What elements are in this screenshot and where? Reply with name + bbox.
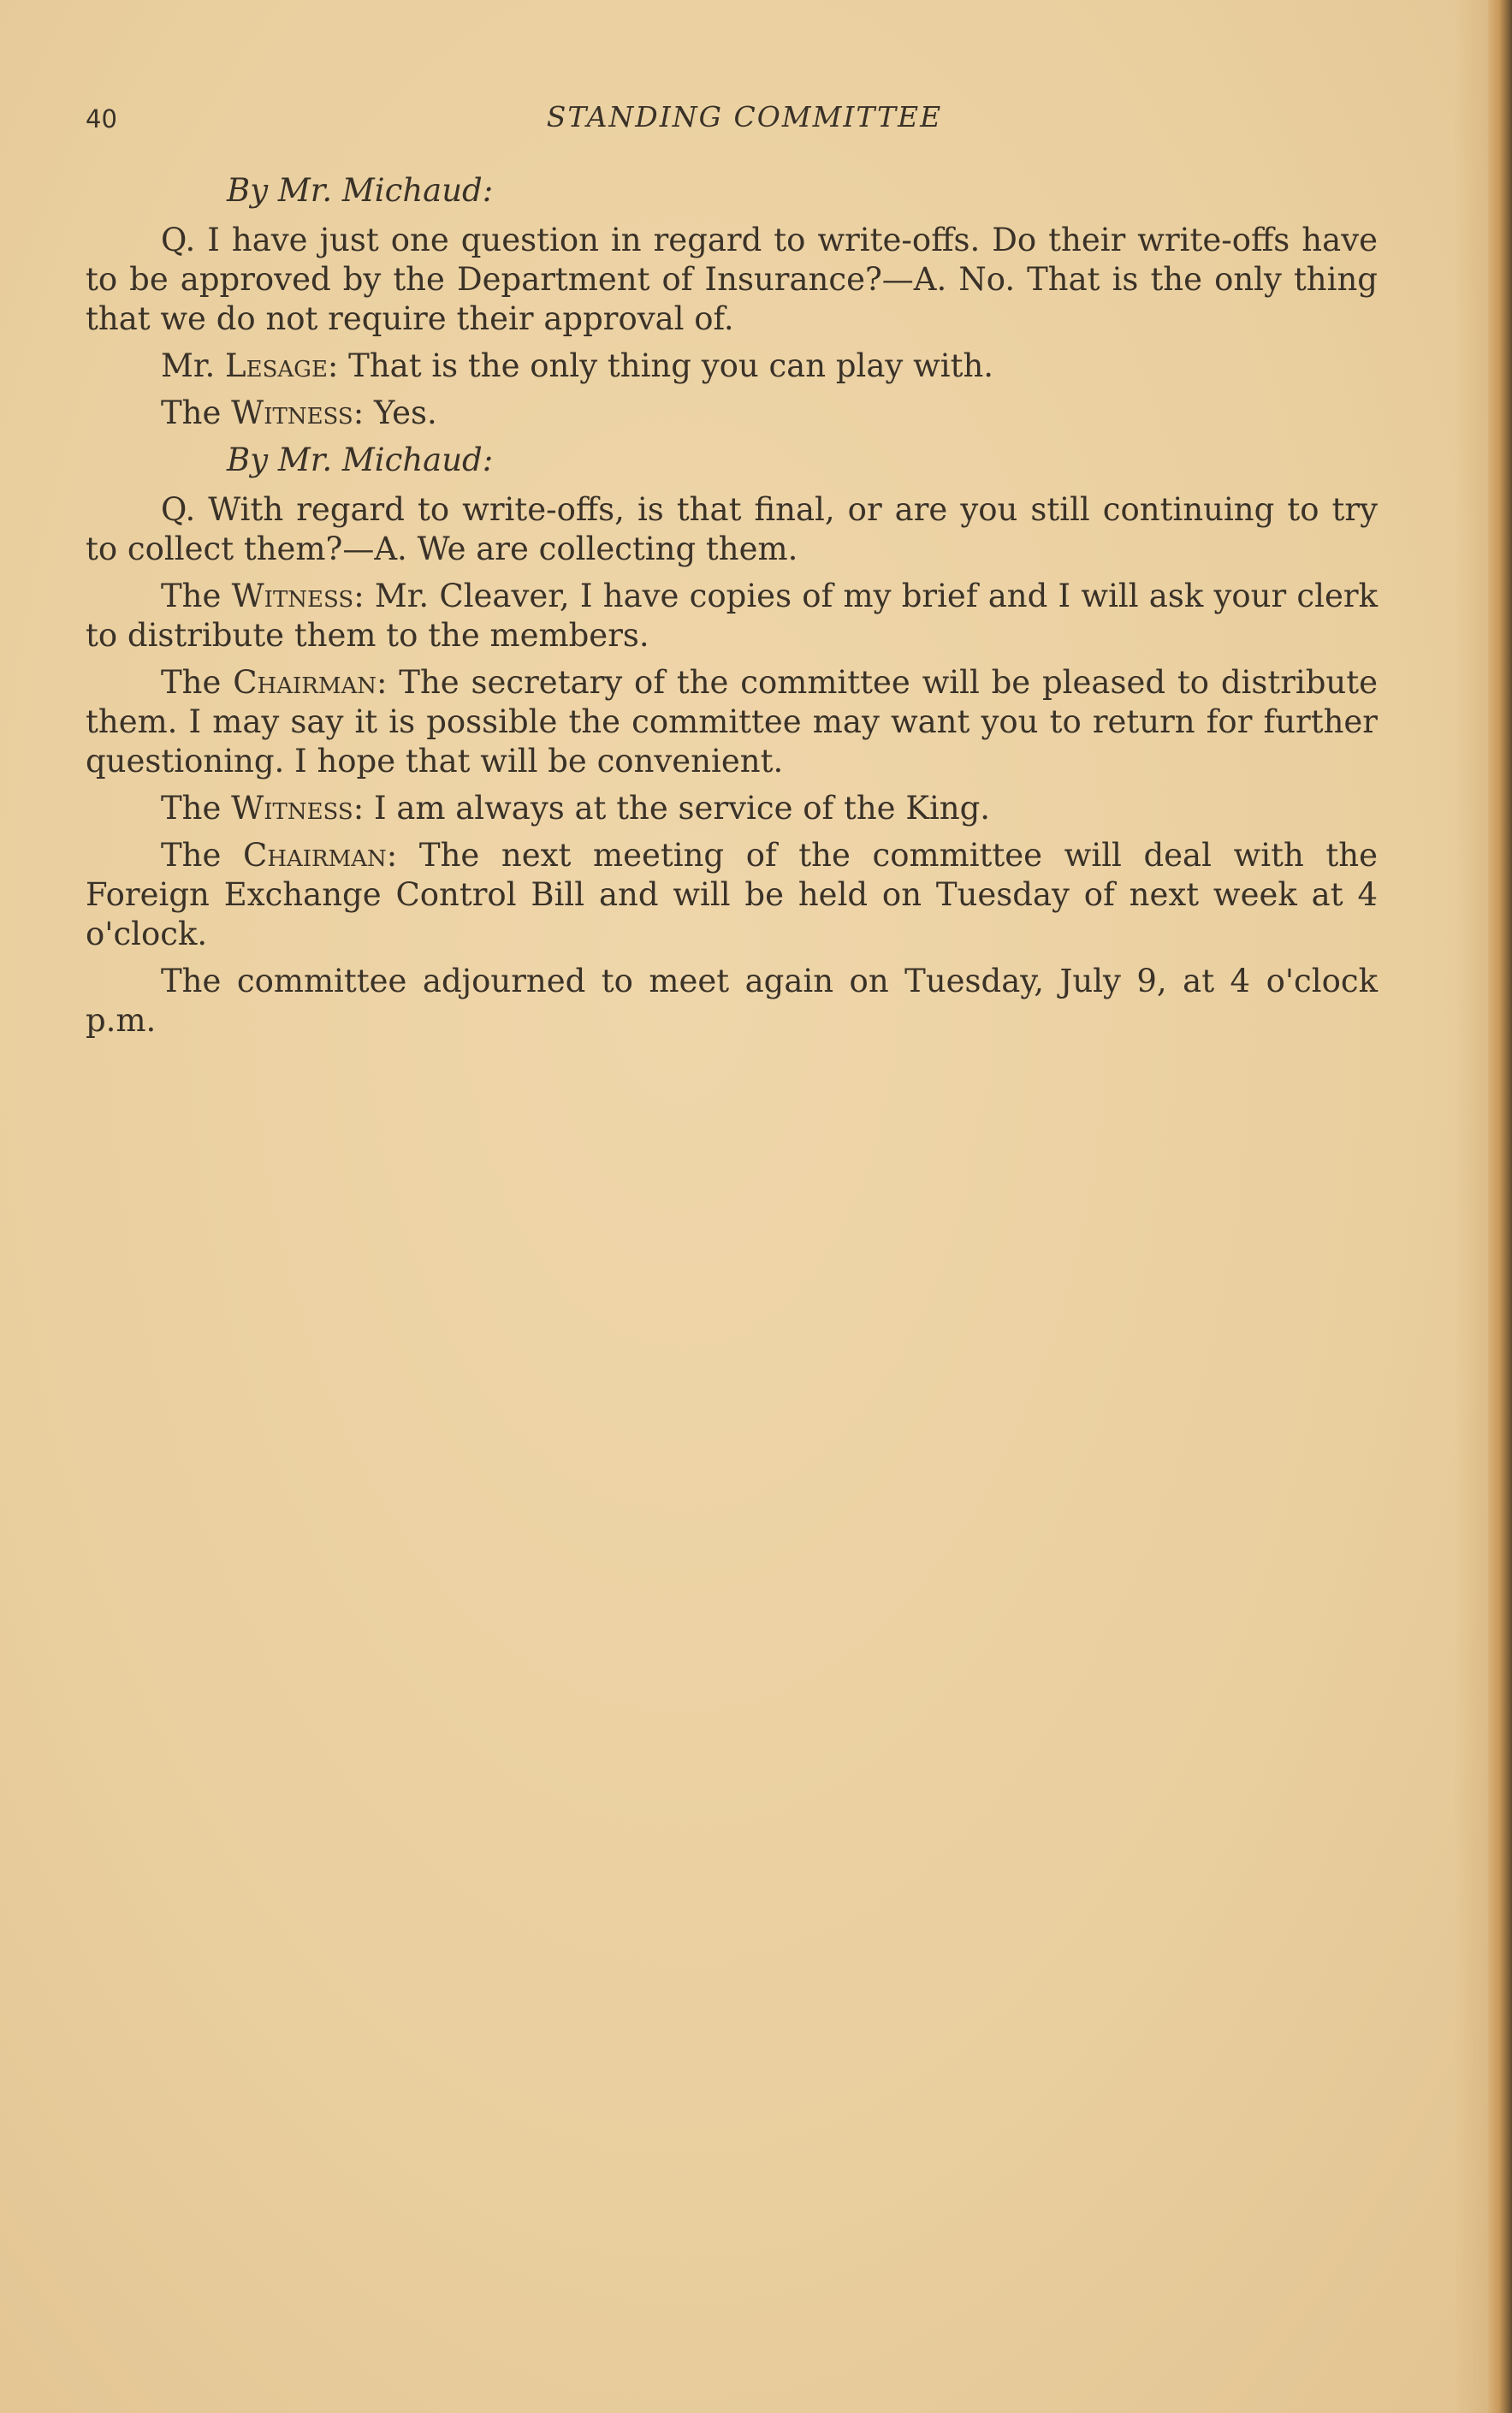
speech-text: : Yes. (353, 394, 437, 431)
speech-paragraph (86, 836, 1378, 954)
speaker-name: Chairman (233, 664, 377, 701)
speech-text: : That is the only thing you can play with. (327, 347, 994, 384)
page-number: 40 (86, 104, 117, 133)
speech-paragraph (86, 663, 1378, 781)
speech-text: : The secretary of the committee will be pleased to distribute them. I may say it is possible the committee may want you to return for further questioning. I hope that will be convenient. (86, 664, 1378, 780)
speaker-prefix: The (161, 664, 234, 701)
page-edge-shadow (1454, 0, 1488, 2413)
speech-text: : Mr. Cleaver, I have copies of my brief and I will ask your clerk to distribute them to the members. (86, 578, 1378, 654)
speaker-name: Witness (231, 394, 353, 431)
speaker-prefix: Mr. (161, 347, 226, 384)
running-head: STANDING COMMITTEE (546, 100, 943, 133)
page-body (86, 171, 1378, 1048)
speaker-prefix: The (161, 790, 232, 827)
section-heading-by: By Mr. Michaud: (227, 172, 494, 209)
adjournment-paragraph: The committee adjourned to meet again on Tuesday, July 9, at 4 o'clock p.m. (86, 963, 1378, 1039)
section-heading-by: By Mr. Michaud: (227, 442, 494, 478)
speech-text: : The next meeting of the committee will deal with the Foreign Exchange Control Bill and will be held on Tuesday of next week at 4 o'clock. (86, 837, 1378, 952)
page-header (86, 96, 1378, 139)
speech-text: : I am always at the service of the King. (353, 790, 991, 827)
speaker-prefix: The (161, 578, 232, 614)
question-paragraph: Q. With regard to write-offs, is that final, or are you still continuing to try to collect them?—A. We are collecting them. (86, 491, 1378, 567)
speaker-prefix: The (161, 394, 232, 431)
speaker-prefix: The (161, 837, 244, 874)
question-paragraph: Q. I have just one question in regard to write-offs. Do their write-offs have to be approved by the Department of Insurance?—A. No. That is the only thing that we do not require their approval of. (86, 222, 1378, 337)
speech-paragraph (86, 394, 1378, 433)
speaker-name: Chairman (243, 837, 387, 874)
book-edge (1488, 0, 1512, 2413)
speaker-name: Witness (231, 578, 354, 614)
speech-paragraph (86, 789, 1378, 828)
speech-paragraph (86, 577, 1378, 655)
speech-paragraph (86, 347, 1378, 386)
speaker-name: Witness (231, 790, 353, 827)
speaker-name: Lesage (225, 347, 328, 384)
